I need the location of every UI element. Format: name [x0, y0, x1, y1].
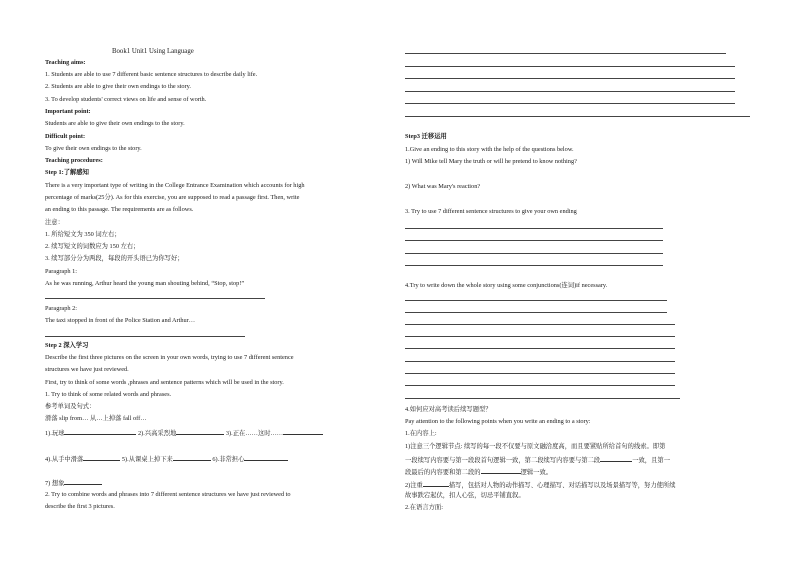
content-text: 2)注重 [405, 482, 423, 489]
question: 2) What was Mary's reaction? [405, 183, 481, 190]
task2-line: 2. Try to combine words and phrases into 7 different sentence structures we have just reviewed to [45, 491, 291, 498]
writing-line[interactable] [45, 336, 245, 337]
writing-line[interactable] [405, 385, 675, 386]
writing-line[interactable] [405, 78, 735, 79]
content-text: 一致，且第一 [632, 457, 670, 464]
writing-line[interactable] [405, 103, 735, 104]
writing-line[interactable] [405, 66, 735, 67]
writing-line[interactable] [405, 116, 750, 117]
answer-blank[interactable] [83, 454, 120, 461]
step3-intro: 1.Give an ending to this story with the help of the questions below. [405, 146, 574, 153]
answer-blank[interactable] [244, 454, 288, 461]
answer-blank[interactable] [481, 467, 521, 474]
note-item: 2. 续写短文的词数应为 150 左右； [45, 243, 140, 250]
step2-line: 1. Try to think of some related words and phrases. [45, 391, 172, 398]
answer-blank[interactable] [283, 428, 323, 435]
vocab-prompt: 7) 想象 [45, 480, 65, 487]
important-heading: Important point: [45, 108, 91, 115]
vocab-prompt: 2).兴高采烈地 [138, 430, 177, 437]
aim-item: 3. To develop students' correct views on life and sense of worth. [45, 96, 207, 103]
content-heading: 1.在内容上: [405, 430, 437, 437]
vocab-prompt: 6).非常担心 [212, 456, 245, 463]
step2-line: Describe the first three pictures on the screen in your own words, trying to use 7 different sentence [45, 354, 294, 361]
content-text: 一段续写内容要与第一段段首句逻辑一致，第二段续写内容要与第二段 [405, 457, 601, 464]
language-heading: 2.在语言方面: [405, 504, 443, 511]
vocab-prompt: 4).从手中滑落 [45, 456, 84, 463]
step2-heading: Step 2 深入学习 [45, 342, 89, 349]
q5-intro: Pay attention to the following points when you write an ending to a story: [405, 418, 591, 425]
vocab-row [45, 428, 323, 438]
writing-line[interactable] [405, 361, 675, 362]
writing-line[interactable] [405, 91, 735, 92]
content-text: 段最后的内容要和第二段的 [405, 469, 481, 476]
content-line [405, 480, 676, 490]
paragraph1-text: As he was running, Arthur heard the young man shouting behind, “Stop, stop!” [45, 280, 245, 287]
writing-line[interactable] [405, 253, 663, 254]
note-heading: 注意： [45, 219, 64, 226]
answer-blank[interactable] [64, 478, 102, 485]
content-line: 1)注意三个逻辑节点: 续写的每一段不仅要与原文融洽度高，而且要紧贴所给首句的线索。即第 [405, 443, 666, 450]
answer-blank[interactable] [600, 455, 632, 462]
vocab-row [45, 454, 288, 464]
writing-line[interactable] [405, 53, 726, 54]
lesson-title: Book1 Unit1 Using Language [112, 48, 194, 55]
answer-blank[interactable] [64, 428, 136, 435]
content-text: 描写，包括对人物的动作描写、心理描写、对话描写以及场景描写等，努力使所续 [448, 482, 676, 489]
paragraph1-label: Paragraph 1: [45, 268, 77, 275]
procedures-heading: Teaching procedures: [45, 157, 103, 164]
aim-item: 1. Students are able to use 7 different basic sentence structures to describe daily life. [45, 71, 258, 78]
writing-line[interactable] [405, 373, 675, 374]
content-line [405, 467, 552, 477]
vocab-heading: 参考单词及句式： [45, 403, 96, 410]
vocab-prompt: 5).从课桌上掉下来 [121, 456, 173, 463]
step1-line: There is a very important type of writing in the College Entrance Examination which accounts for high [45, 182, 305, 189]
writing-line[interactable] [405, 312, 667, 313]
paragraph2-text: The taxi stopped in front of the Police Station and Arthur… [45, 317, 196, 324]
aims-heading: Teaching aims: [45, 59, 86, 66]
step1-line: percentage of marks(25分). As for this exercise, you are supposed to read a passage first. Then, write [45, 194, 300, 201]
step1-heading: Step 1:了解感知 [45, 169, 89, 176]
content-line [405, 455, 670, 465]
note-item: 3. 续写部分分为两段，每段的开头语已为你写好； [45, 255, 184, 262]
step1-line: an ending to this passage. The requirements are as follows. [45, 206, 194, 213]
step2-line: structures we have just reviewed. [45, 366, 129, 373]
step2-line: First, try to think of some words ,phrases and sentence patterns which will be used in the story. [45, 379, 284, 386]
question: 3. Try to use 7 different sentence structures to give your own ending [405, 208, 577, 215]
vocab-row [45, 478, 102, 488]
writing-line[interactable] [405, 348, 675, 349]
writing-line[interactable] [405, 336, 675, 337]
answer-blank[interactable] [173, 454, 211, 461]
answer-blank[interactable] [176, 428, 224, 435]
content-line: 故事跌宕起伏，扣人心弦，切忌平铺直叙。 [405, 492, 525, 499]
answer-blank[interactable] [423, 480, 449, 487]
difficult-text: To give their own endings to the story. [45, 145, 142, 152]
writing-line[interactable] [405, 300, 667, 301]
writing-line[interactable] [405, 228, 663, 229]
writing-line[interactable] [405, 265, 663, 266]
task2-line: describe the first 3 pictures. [45, 503, 115, 510]
vocab-prompt: 1).玩球 [45, 430, 65, 437]
question: 4.如何应对高考读后续写题型？ [405, 406, 492, 413]
vocab-prompt: 3).正在……这时…… [225, 430, 284, 437]
aim-item: 2. Students are able to give their own endings to the story. [45, 83, 191, 90]
question: 4.Try to write down the whole story using some conjunctions(连词)if necessary. [405, 282, 608, 289]
writing-line[interactable] [405, 324, 675, 325]
difficult-heading: Difficult point: [45, 133, 86, 140]
writing-line[interactable] [405, 398, 680, 399]
note-item: 1. 所给短文为 350 词左右； [45, 231, 121, 238]
writing-line[interactable] [45, 298, 265, 299]
vocab-line: 滑落 slip from… 从…上掉落 fall off… [45, 415, 147, 422]
important-text: Students are able to give their own endings to the story. [45, 120, 185, 127]
question: 1) Will Mike tell Mary the truth or will he pretend to know nothing? [405, 158, 577, 165]
content-text: 逻辑一致。 [520, 469, 553, 476]
writing-line[interactable] [405, 240, 663, 241]
paragraph2-label: Paragraph 2: [45, 305, 77, 312]
step3-heading: Step3 迁移运用 [405, 133, 447, 140]
